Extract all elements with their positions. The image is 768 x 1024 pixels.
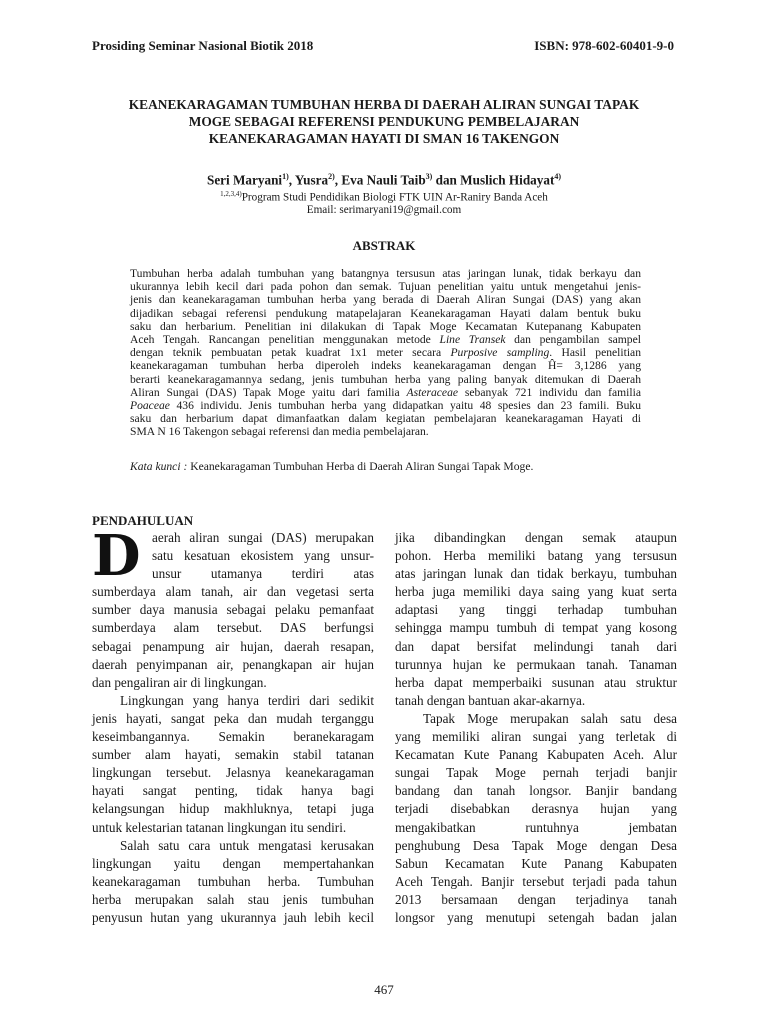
author-name: Seri Maryani bbox=[206, 172, 283, 188]
body-line: kelangsungan hidup makhluknya, tetapi juga bbox=[92, 801, 374, 817]
author-ref: 4) bbox=[554, 172, 562, 181]
abstract-line: saku dan herbarium. Penelitian ini dilakukan di Tapak Moge Kecamatan Kutepanang Kabupaten bbox=[130, 319, 641, 333]
body-line: lingkungan yaitu dengan mempertahankan bbox=[92, 855, 374, 871]
body-line: Kecamatan Kute Panang Kabupaten Aceh. Alur bbox=[395, 747, 677, 763]
body-line: Aceh Tengah. Banjir tersebut terjadi pada tahun bbox=[395, 873, 677, 889]
body-line: unsur utamanya terdiri atas bbox=[152, 566, 374, 582]
body-line: bandang dan tanah longsor. Banjir bandang bbox=[395, 783, 677, 799]
title-line: KEANEKARAGAMAN HAYATI DI SMAN 16 TAKENGON bbox=[208, 131, 560, 146]
abstract-line bbox=[130, 333, 641, 346]
paper-title bbox=[92, 96, 676, 147]
author-email: Email: serimaryani19@gmail.com bbox=[306, 204, 462, 216]
page-number: 467 bbox=[374, 982, 394, 997]
body-line: penyusun hutan yang ukurannya jauh lebih kecil bbox=[92, 909, 374, 925]
author-name: dan Muslich Hidayat bbox=[432, 172, 555, 188]
abstract-line: berarti keanekaragamannya sedang, jenis tumbuhan herba yang paling banyak ditemukan di Daerah bbox=[130, 372, 641, 386]
abstract-italic-term: Asteraceae bbox=[406, 385, 459, 399]
abstract-line: Tumbuhan herba adalah tumbuhan yang batangnya tersusun atas jaringan lunak, tidak berkayu dan bbox=[130, 267, 641, 280]
right-column bbox=[395, 529, 677, 927]
body-line: satu kesatuan ekosistem yang unsur- bbox=[152, 548, 374, 564]
body-line: longsor yang menutupi setengah badan jalan bbox=[395, 909, 677, 925]
body-line: sumber daya manusia sebagai pelaku pemanfaat bbox=[92, 602, 374, 618]
abstract-italic-term: Line Transek bbox=[439, 333, 506, 347]
author-ref: 3) bbox=[425, 172, 433, 181]
body-line: herba merupakan salah stau jenis tumbuhan bbox=[92, 891, 374, 907]
abstract-line bbox=[130, 399, 641, 412]
title-line: KEANEKARAGAMAN TUMBUHAN HERBA DI DAERAH ALIRAN SUNGAI TAPAK bbox=[128, 97, 640, 112]
body-line: dan dapat bersifat melindungi tanah dari bbox=[395, 638, 677, 654]
abstract-line bbox=[130, 386, 641, 399]
abstract-text: 436 individu. Jenis tumbuhan herba yang didapatkan yaitu 48 spesies dan 23 famili. Buku bbox=[176, 399, 641, 413]
body-line: sungai Tapak Moge pernah terjadi banjir bbox=[395, 765, 677, 781]
body-line: turunnya hujan ke permukaan tanah. Tanaman bbox=[395, 656, 677, 672]
author-list bbox=[92, 172, 676, 188]
body-line: sumber alam hayati, semakin stabil tatanan bbox=[92, 747, 374, 763]
body-line: yang memiliki aliran sungai yang terletak di bbox=[395, 729, 677, 745]
body-line: herba juga memiliki daya saing yang kuat serta bbox=[395, 584, 677, 600]
abstract-line: jenis dan keanekaragaman tumbuhan herba yang berada di Daerah Aliran Sungai (DAS) yang akan bbox=[130, 293, 641, 307]
body-line: penghubung Desa Tapak Moge dengan Desa bbox=[395, 837, 677, 853]
abstract-italic-term: Purposive sampling bbox=[450, 346, 550, 360]
abstract-text: dengan teknik pembuatan petak kuadrat 1x1 meter secara bbox=[130, 346, 442, 360]
body-line: Salah satu cara untuk mengatasi kerusakan bbox=[120, 837, 374, 853]
body-line: untuk kelestarian tatanan lingkungan itu sendiri. bbox=[92, 819, 347, 835]
abstract-text: Aceh Tengah. Rancangan penelitian menggunakan metode bbox=[130, 333, 431, 347]
body-line: terjadi disebabkan derasnya hujan yang bbox=[395, 801, 677, 817]
author-name: , Eva Nauli Taib bbox=[334, 172, 426, 188]
body-line: hayati sangat penting, tidak hanya bagi bbox=[92, 783, 374, 799]
affiliation-text: Program Studi Pendidikan Biologi FTK UIN Ar-Raniry Banda Aceh bbox=[241, 191, 548, 204]
abstract-line: ukurannya lebih kecil dari pada pohon dan semak. Tujuan penelitian yaitu untuk mengetahui jenis- bbox=[130, 280, 641, 294]
author-ref: 2) bbox=[328, 172, 335, 181]
abstract-italic-term: Poaceae bbox=[130, 399, 170, 413]
body-line: herba dapat memperbaiki susunan atau struktur bbox=[395, 674, 677, 690]
abstract-text: dan pengambilan sampel bbox=[505, 333, 641, 347]
abstract-text: Aliran Sungai (DAS) Tapak Moge yaitu dari familia bbox=[130, 385, 400, 399]
body-line: 2013 bersamaan dengan terjadinya tanah bbox=[395, 891, 677, 907]
section-heading: PENDAHULUAN bbox=[92, 513, 194, 528]
body-line: keseimbangannya. Semakin beranekaragam bbox=[92, 729, 374, 745]
abstract-line: SMA N 16 Takengon sebagai referensi dan media pembelajaran. bbox=[130, 425, 429, 439]
left-column bbox=[92, 523, 374, 927]
body-line: dan pengaliran air di lingkungan. bbox=[92, 674, 267, 690]
body-line: sumberdaya alam tersebut. DAS berfungsi bbox=[92, 620, 374, 636]
body-line: aerah aliran sungai (DAS) merupakan bbox=[152, 530, 374, 545]
abstract-heading: ABSTRAK bbox=[352, 238, 416, 253]
body-line: atas jaringan lunak dan tidak berkayu, tumbuhan bbox=[395, 566, 677, 582]
abstract-line: keanekaragaman tumbuhan herba diperoleh indeks keanekaragaman dengan Ĥ= 3,1286 yang bbox=[130, 359, 641, 373]
body-line: tanah dengan bantuan akar-akarnya. bbox=[395, 692, 586, 708]
body-line: sebagai penampung air hujan, daerah resapan, bbox=[92, 638, 374, 654]
body-line: jika dibandingkan dengan semak ataupun bbox=[395, 530, 677, 545]
running-header-left: Prosiding Seminar Nasional Biotik 2018 bbox=[92, 38, 314, 53]
abstract-line: saku dan herbarium dapat dimanfaatkan dalam kegiatan pembelajaran keanekaragaman Hayati di bbox=[130, 412, 641, 426]
keywords-label: Kata kunci : bbox=[130, 460, 188, 473]
abstract-text: sebanyak 721 individu dan familia bbox=[458, 385, 641, 399]
body-line: pohon. Herba memiliki batang yang tersusun bbox=[395, 548, 677, 564]
body-line: adaptasi yang tinggi terhadap tumbuhan bbox=[395, 602, 677, 618]
affiliation bbox=[92, 190, 676, 204]
affiliation-ref: 1,2,3,4) bbox=[220, 190, 242, 198]
body-line: jenis hayati, sangat peka dan mudah terganggu bbox=[92, 710, 374, 726]
keywords bbox=[130, 460, 641, 473]
body-line: sumberdaya alam tanah, air dan vegetasi serta bbox=[92, 584, 374, 600]
body-line: sehingga mampu tumbuh di tempat yang kosong bbox=[395, 620, 677, 636]
abstract-line bbox=[130, 346, 641, 359]
keywords-text: Keanekaragaman Tumbuhan Herba di Daerah Aliran Sungai Tapak Moge. bbox=[187, 460, 534, 473]
abstract-line: dijadikan sebagai referensi pendukung matapelajaran Keanekaragaman Hayati dalam bentuk buku bbox=[130, 306, 641, 320]
body-line: Lingkungan yang hanya terdiri dari sedikit bbox=[120, 692, 374, 708]
body-line: lingkungan tersebut. Jelasnya keanekaragaman bbox=[92, 765, 374, 781]
abstract-text: . Hasil penelitian bbox=[549, 346, 641, 360]
body-line: Tapak Moge merupakan salah satu desa bbox=[423, 710, 677, 726]
abstract-body bbox=[130, 267, 641, 439]
running-header-isbn: ISBN: 978-602-60401-9-0 bbox=[534, 38, 674, 53]
title-line: MOGE SEBAGAI REFERENSI PENDUKUNG PEMBELAJARAN bbox=[188, 114, 580, 129]
body-line: daerah penyimpanan air, penangkapan air hujan bbox=[92, 656, 374, 672]
author-name: , Yusra bbox=[288, 172, 329, 188]
body-line: Sabun Kecamatan Kute Panang Kabupaten bbox=[395, 855, 677, 871]
author-ref: 1) bbox=[282, 172, 289, 181]
body-line: keanekaragaman tumbuhan herba. Tumbuhan bbox=[92, 873, 374, 889]
drop-cap: D bbox=[92, 523, 141, 589]
body-line: mengakibatkan runtuhnya jembatan bbox=[395, 819, 677, 835]
